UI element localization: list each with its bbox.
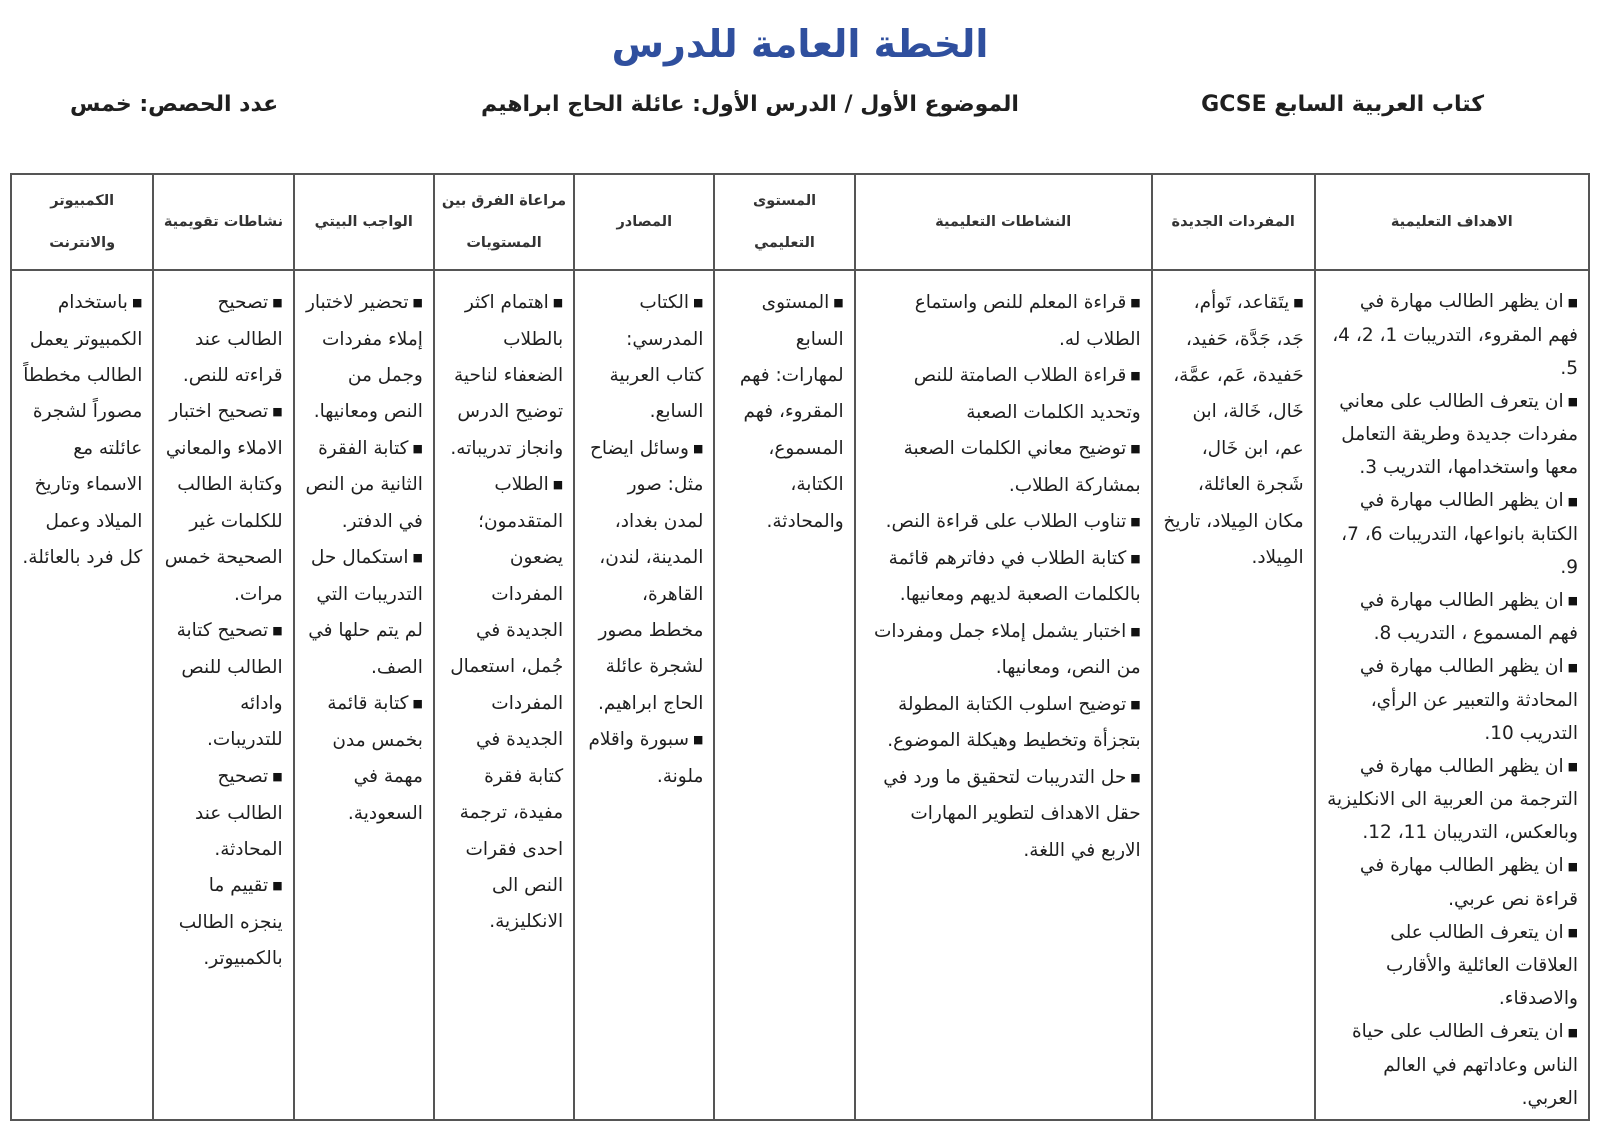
- bullet-icon: ■: [1130, 624, 1141, 638]
- bullet-icon: ■: [1130, 296, 1141, 309]
- col-header-vocab: المفردات الجديدة: [1152, 174, 1315, 270]
- list-item: ■اختبار يشمل إملاء جمل ومفردات من النص، ومعانيها.: [873, 620, 1141, 679]
- col-header-sources: المصادر: [574, 174, 714, 270]
- bullet-icon: ■: [412, 697, 423, 711]
- list-item: ■ان يظهر الطالب مهارة في الكتابة بانواعها، التدريبات 6، 7، 9.: [1341, 490, 1578, 578]
- session-count: عدد الحصص: خمس: [70, 92, 279, 117]
- list-item: ■ان يظهر الطالب مهارة في فهم المسموع ، التدريب 8.: [1359, 589, 1578, 644]
- lesson-plan-table: [10, 173, 1590, 1121]
- list-item: ■ان يظهر الطالب مهارة في الترجمة من العربية الى الانكليزية وبالعكس، التدريبان 11، 12.: [1327, 755, 1578, 843]
- bullet-icon: ■: [1130, 697, 1141, 711]
- list-item: ■توضيح اسلوب الكتابة المطولة بتجزأة وتخطيط وهيكلة الموضوع.: [887, 693, 1141, 752]
- list-item: ■وسائل ايضاح مثل: صور لمدن بغداد، المدينة، لندن، القاهرة، مخطط مصور لشجرة عائلة الحاج ابراهيم.: [589, 438, 704, 714]
- bullet-icon: ■: [1293, 296, 1304, 309]
- bullet-icon: ■: [412, 551, 423, 565]
- col-header-computer: الكمبيوتر والانترنت: [11, 174, 153, 270]
- col-header-goals: الاهداف التعليمية: [1315, 174, 1589, 270]
- list-item: ■المستوى السابع لمهارات: فهم المقروء، فهم المسموع، الكتابة، والمحادثة.: [739, 292, 844, 532]
- list-item: ■استكمال حل التدريبات التي لم يتم حلها في الصف.: [308, 547, 423, 678]
- list-item: ■قراءة المعلم للنص واستماع الطلاب له.: [914, 292, 1141, 350]
- list-item: ■تحضير لاختبار إملاء مفردات وجمل من النص ومعانيها.: [305, 292, 423, 423]
- table-header-row: [11, 174, 1589, 270]
- bullet-icon: ■: [412, 296, 423, 309]
- bullet-icon: ■: [552, 478, 564, 492]
- bullet-icon: ■: [1130, 515, 1141, 529]
- bullet-icon: ■: [1130, 551, 1141, 565]
- bullet-icon: ■: [1567, 660, 1578, 674]
- bullet-icon: ■: [693, 296, 704, 309]
- page-title: الخطة العامة للدرس: [611, 22, 989, 66]
- cell-goals: [1315, 270, 1589, 1120]
- list-item: ■تناوب الطلاب على قراءة النص.: [885, 511, 1141, 533]
- list-item: ■تصحيح كتابة الطالب للنص وادائه للتدريبات.: [176, 620, 283, 751]
- bullet-icon: ■: [412, 441, 423, 455]
- col-header-activities: النشاطات التعليمية: [855, 174, 1152, 270]
- bullet-icon: ■: [272, 405, 283, 419]
- list-item: ■يتَقاعد، تَوأم، جَد، جَدَّة، حَفيد، حَفيدة، عَم، عمَّة، خَال، خَالة، ابن عم، ابن خَال، شَجرة العائلة، مكان المِيلاد، تاريخ المِيلاد.: [1163, 292, 1304, 569]
- list-item: ■الكتاب المدرسي: كتاب العربية السابع.: [609, 292, 704, 423]
- bullet-icon: ■: [131, 296, 143, 309]
- list-item: ■ان يظهر الطالب مهارة في قراءة نص عربي.: [1359, 855, 1578, 910]
- book-title: كتاب العربية السابع GCSE: [1201, 92, 1484, 117]
- col-header-level: المستوى التعليمي: [714, 174, 854, 270]
- lesson-topic: الموضوع الأول / الدرس الأول: عائلة الحاج ابراهيم: [481, 92, 1019, 117]
- list-item: ■ان يتعرف الطالب على معاني مفردات جديدة وطريقة التعامل معها واستخدامها، التدريب 3.: [1339, 390, 1578, 478]
- list-item: ■ان يظهر الطالب مهارة في المحادثة والتعبير عن الرأي، التدريب 10.: [1359, 656, 1578, 744]
- bullet-icon: ■: [1567, 926, 1578, 939]
- cell-activities: [855, 270, 1152, 1120]
- col-header-differentiation: مراعاة الفرق بين المستويات: [434, 174, 574, 270]
- list-item: ■حل التدريبات لتحقيق ما ورد في حقل الاهداف لتطوير المهارات الاربع في اللغة.: [883, 766, 1141, 861]
- bullet-icon: ■: [272, 624, 283, 638]
- bullet-icon: ■: [1567, 494, 1578, 508]
- bullet-icon: ■: [1567, 395, 1578, 408]
- list-item: ■تصحيح الطالب عند المحادثة.: [195, 766, 283, 860]
- list-item: ■قراءة الطلاب الصامتة للنص وتحديد الكلمات الصعبة: [913, 365, 1141, 423]
- list-item: ■باستخدام الكمبيوتر يعمل الطالب مخططاً مصوراً لشجرة عائلته مع الاسماء وتاريخ الميلاد وعمل كل فرد بالعائلة.: [22, 292, 143, 569]
- bullet-icon: ■: [1567, 1025, 1578, 1039]
- bullet-icon: ■: [693, 441, 704, 455]
- bullet-icon: ■: [1567, 594, 1578, 607]
- list-item: ■تصحيح الطالب عند قراءته للنص.: [182, 292, 283, 387]
- list-item: ■كتابة الطلاب في دفاترهم قائمة بالكلمات الصعبة لديهم ومعانيها.: [888, 547, 1141, 606]
- bullet-icon: ■: [833, 296, 844, 309]
- bullet-icon: ■: [552, 296, 564, 309]
- bullet-icon: ■: [693, 733, 704, 747]
- cell-homework: [294, 270, 434, 1120]
- list-item: ■ان يظهر الطالب مهارة في فهم المقروء، التدريبات 1، 2، 4، 5.: [1332, 291, 1578, 379]
- list-item: ■الطلاب المتقدمون؛ يضعون المفردات الجديدة في جُمل، استعمال المفردات الجديدة في كتابة فقرة مفيدة، ترجمة احدى فقرات النص الى الانكليزية.: [450, 474, 564, 933]
- list-item: ■ان يتعرف الطالب على العلاقات العائلية والأقارب والاصدقاء.: [1386, 921, 1578, 1009]
- list-item: ■كتابة الفقرة الثانية من النص في الدفتر.: [305, 438, 423, 532]
- cell-assessment: [153, 270, 293, 1120]
- bullet-icon: ■: [272, 769, 283, 783]
- bullet-icon: ■: [1130, 369, 1141, 383]
- list-item: ■اهتمام اكثر بالطلاب الضعفاء لناحية توضيح الدرس وانجاز تدريباته.: [450, 292, 564, 459]
- list-item: ■ان يتعرف الطالب على حياة الناس وعاداتهم في العالم العربي.: [1351, 1021, 1578, 1109]
- list-item: ■تصحيح اختبار الاملاء والمعاني وكتابة الطالب للكلمات غير الصحيحة خمس مرات.: [164, 401, 283, 605]
- bullet-icon: ■: [1567, 859, 1578, 873]
- cell-sources: [574, 270, 714, 1120]
- table-row: [11, 270, 1589, 1120]
- col-header-homework: الواجب البيتي: [294, 174, 434, 270]
- cell-vocab: [1152, 270, 1315, 1120]
- bullet-icon: ■: [1130, 770, 1141, 784]
- cell-differentiation: [434, 270, 574, 1120]
- list-item: ■توضيح معاني الكلمات الصعبة بمشاركة الطلاب.: [903, 438, 1141, 496]
- bullet-icon: ■: [1130, 442, 1141, 456]
- col-header-assessment: نشاطات تقويمية: [153, 174, 293, 270]
- cell-computer: [11, 270, 153, 1120]
- bullet-icon: ■: [1567, 760, 1578, 773]
- bullet-icon: ■: [272, 879, 283, 893]
- cell-level: [714, 270, 854, 1120]
- bullet-icon: ■: [272, 296, 283, 309]
- list-item: ■تقييم ما ينجزه الطالب بالكمبيوتر.: [178, 875, 283, 970]
- list-item: ■كتابة قائمة بخمس مدن مهمة في السعودية.: [327, 693, 423, 824]
- list-item: ■سبورة واقلام ملونة.: [588, 729, 704, 787]
- bullet-icon: ■: [1567, 295, 1578, 309]
